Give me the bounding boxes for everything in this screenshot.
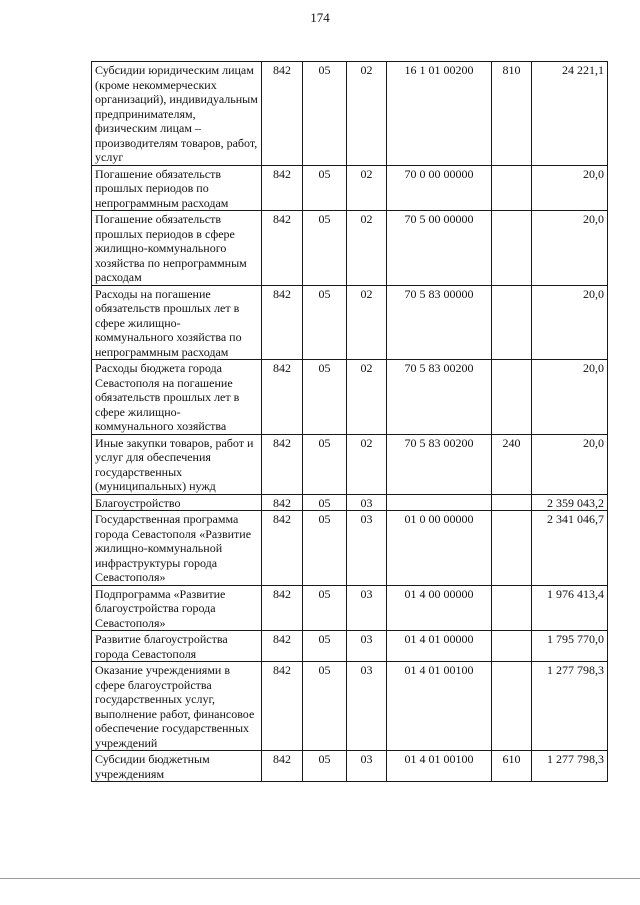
amount-cell: 20,0 xyxy=(532,285,608,360)
target-article-cell: 70 5 83 00200 xyxy=(387,360,492,435)
section-code-cell: 05 xyxy=(303,631,347,662)
ministry-code-cell: 842 xyxy=(262,631,303,662)
amount-cell: 2 341 046,7 xyxy=(532,511,608,586)
table-row xyxy=(92,662,608,751)
page-number: 174 xyxy=(310,10,330,25)
scan-edge-line xyxy=(0,878,640,879)
expense-name-cell: Погашение обязательств прошлых периодов в сфере жилищно-коммунального хозяйства по непрограммным расходам xyxy=(92,211,262,286)
amount-cell: 2 359 043,2 xyxy=(532,494,608,511)
expense-type-cell xyxy=(492,511,532,586)
expense-type-cell xyxy=(492,585,532,631)
amount-cell: 1 277 798,3 xyxy=(532,662,608,751)
expense-name-cell: Субсидии юридическим лицам (кроме некоммерческих организаций), индивидуальным предпринимателям, физическим лицам – производителям товаров, работ, услуг xyxy=(92,62,262,166)
amount-cell: 20,0 xyxy=(532,211,608,286)
expense-type-cell: 610 xyxy=(492,751,532,782)
table-row xyxy=(92,494,608,511)
expense-name-cell: Погашение обязательств прошлых периодов по непрограммным расходам xyxy=(92,165,262,211)
table-row xyxy=(92,585,608,631)
expense-name-cell: Государственная программа города Севастополя «Развитие жилищно-коммунальной инфраструктуры города Севастополя» xyxy=(92,511,262,586)
expense-type-cell: 810 xyxy=(492,62,532,166)
ministry-code-cell: 842 xyxy=(262,434,303,494)
section-code-cell: 05 xyxy=(303,662,347,751)
expense-type-cell xyxy=(492,494,532,511)
expense-type-cell xyxy=(492,211,532,286)
target-article-cell xyxy=(387,494,492,511)
section-code-cell: 05 xyxy=(303,211,347,286)
table-row xyxy=(92,285,608,360)
section-code-cell: 05 xyxy=(303,585,347,631)
target-article-cell: 70 0 00 00000 xyxy=(387,165,492,211)
expense-name-cell: Расходы бюджета города Севастополя на погашение обязательств прошлых лет в сфере жилищно-коммунального хозяйства xyxy=(92,360,262,435)
amount-cell: 1 795 770,0 xyxy=(532,631,608,662)
expense-type-cell: 240 xyxy=(492,434,532,494)
amount-cell: 20,0 xyxy=(532,360,608,435)
target-article-cell: 70 5 00 00000 xyxy=(387,211,492,286)
expense-name-cell: Оказание учреждениями в сфере благоустройства государственных услуг, выполнение работ, финансовое обеспечение государственных учреждений xyxy=(92,662,262,751)
amount-cell: 24 221,1 xyxy=(532,62,608,166)
budget-table xyxy=(91,61,608,782)
expense-name-cell: Развитие благоустройства города Севастополя xyxy=(92,631,262,662)
expense-name-cell: Субсидии бюджетным учреждениям xyxy=(92,751,262,782)
ministry-code-cell: 842 xyxy=(262,511,303,586)
ministry-code-cell: 842 xyxy=(262,585,303,631)
target-article-cell: 16 1 01 00200 xyxy=(387,62,492,166)
table-row xyxy=(92,434,608,494)
table-row xyxy=(92,165,608,211)
ministry-code-cell: 842 xyxy=(262,62,303,166)
table-row xyxy=(92,360,608,435)
expense-type-cell xyxy=(492,360,532,435)
subsection-code-cell: 02 xyxy=(347,434,387,494)
subsection-code-cell: 02 xyxy=(347,165,387,211)
section-code-cell: 05 xyxy=(303,511,347,586)
subsection-code-cell: 03 xyxy=(347,511,387,586)
section-code-cell: 05 xyxy=(303,62,347,166)
expense-type-cell xyxy=(492,631,532,662)
ministry-code-cell: 842 xyxy=(262,494,303,511)
section-code-cell: 05 xyxy=(303,751,347,782)
ministry-code-cell: 842 xyxy=(262,662,303,751)
subsection-code-cell: 03 xyxy=(347,751,387,782)
amount-cell: 20,0 xyxy=(532,165,608,211)
target-article-cell: 01 4 01 00000 xyxy=(387,631,492,662)
ministry-code-cell: 842 xyxy=(262,211,303,286)
expense-type-cell xyxy=(492,662,532,751)
amount-cell: 1 976 413,4 xyxy=(532,585,608,631)
subsection-code-cell: 02 xyxy=(347,62,387,166)
subsection-code-cell: 03 xyxy=(347,662,387,751)
target-article-cell: 01 4 01 00100 xyxy=(387,662,492,751)
section-code-cell: 05 xyxy=(303,434,347,494)
ministry-code-cell: 842 xyxy=(262,751,303,782)
expense-type-cell xyxy=(492,285,532,360)
target-article-cell: 01 4 00 00000 xyxy=(387,585,492,631)
subsection-code-cell: 03 xyxy=(347,631,387,662)
expense-name-cell: Иные закупки товаров, работ и услуг для обеспечения государственных (муниципальных) нужд xyxy=(92,434,262,494)
table-row xyxy=(92,751,608,782)
table-row xyxy=(92,62,608,166)
target-article-cell: 70 5 83 00000 xyxy=(387,285,492,360)
section-code-cell: 05 xyxy=(303,165,347,211)
expense-name-cell: Подпрограмма «Развитие благоустройства города Севастополя» xyxy=(92,585,262,631)
section-code-cell: 05 xyxy=(303,494,347,511)
subsection-code-cell: 03 xyxy=(347,494,387,511)
table-row xyxy=(92,211,608,286)
table-row xyxy=(92,631,608,662)
table-row xyxy=(92,511,608,586)
ministry-code-cell: 842 xyxy=(262,285,303,360)
target-article-cell: 70 5 83 00200 xyxy=(387,434,492,494)
subsection-code-cell: 02 xyxy=(347,360,387,435)
target-article-cell: 01 4 01 00100 xyxy=(387,751,492,782)
expense-name-cell: Расходы на погашение обязательств прошлых лет в сфере жилищно-коммунального хозяйства по непрограммным расходам xyxy=(92,285,262,360)
section-code-cell: 05 xyxy=(303,285,347,360)
table-body xyxy=(92,62,608,782)
section-code-cell: 05 xyxy=(303,360,347,435)
expense-name-cell: Благоустройство xyxy=(92,494,262,511)
amount-cell: 1 277 798,3 xyxy=(532,751,608,782)
ministry-code-cell: 842 xyxy=(262,360,303,435)
subsection-code-cell: 02 xyxy=(347,285,387,360)
expense-type-cell xyxy=(492,165,532,211)
ministry-code-cell: 842 xyxy=(262,165,303,211)
target-article-cell: 01 0 00 00000 xyxy=(387,511,492,586)
subsection-code-cell: 03 xyxy=(347,585,387,631)
amount-cell: 20,0 xyxy=(532,434,608,494)
subsection-code-cell: 02 xyxy=(347,211,387,286)
